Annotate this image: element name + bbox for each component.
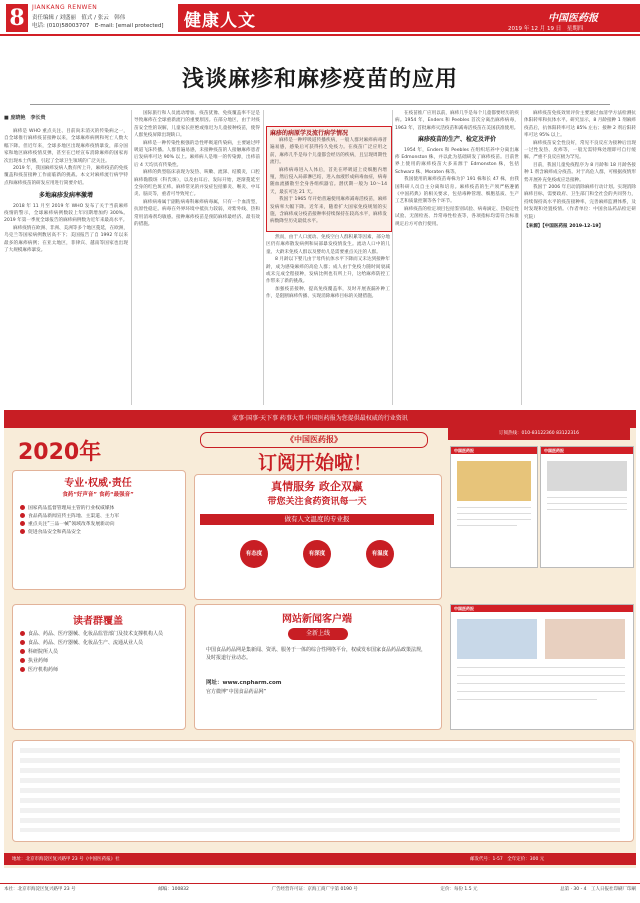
- bullet-icon: [20, 658, 25, 663]
- paragraph: 麻疹疫苗安全性良好，常见不良反应为接种后出现一过性发热、皮疹等，一般无需特殊处理即可自行缓解。严重不良反应极为罕见。: [524, 140, 636, 161]
- bullet-icon: [20, 667, 25, 672]
- ad-banner-text: 家事·国事·天下事 药事大事 中国医药报为您提供最权威的行业资讯: [232, 415, 408, 422]
- panel-description: 中国食品药品网是集新闻、资讯、服务于一体的综合性网络平台，权威发布国家食品药品政策法规，及时报道行业动态。: [206, 647, 427, 661]
- column-divider: [521, 110, 522, 405]
- paragraph: 麻疹是 WHO 重点关注、目前尚未消灭的传染病之一，自全球推行麻疹疫苗接种以来，全球麻疹病例和死亡人数大幅下降。但近年来，全球多地区出现麻疹疫情暴发，部分国家和地区麻疹疫情反弹，甚至在已经宣布消除麻疹的国家再次出现本土传播，引起了全球卫生领域的广泛关注。: [4, 129, 128, 164]
- ad-footer-address: 地址：北京市海淀区复兴路甲 23 号《中国医药报》社: [12, 857, 120, 862]
- contact-line: 电话: (010)58003707 E-mail: [email protected]: [32, 23, 164, 29]
- thumbnail-image: [545, 619, 625, 659]
- list-item: 医疗机构药师: [20, 666, 180, 675]
- bullet-icon: [20, 631, 25, 636]
- article-column-1: [4, 128, 128, 255]
- newspaper-name: 中国医药报: [548, 13, 598, 24]
- badge-circle: 有态度: [240, 540, 268, 568]
- bullet-icon: [20, 521, 25, 526]
- section-english-name: JIANKANG RENWEN: [32, 4, 98, 11]
- weibo-line: 官方微博“中国食品药品网”: [206, 689, 267, 695]
- footer-price: 定价：每份 1.5 元: [440, 887, 478, 892]
- thumbnail-image: [547, 461, 627, 491]
- subheading: 麻疹疫苗的生产、检定及评价: [417, 136, 496, 144]
- footer-license: 广告经营许可证：京海工商广字第 0190 号: [271, 887, 358, 892]
- article-column-3b: [266, 234, 390, 301]
- badge-circle: 有深度: [303, 540, 331, 568]
- panel-subtitle: 带您关注食药资讯每一天: [267, 497, 367, 507]
- list-item: 国家药品监督管理局主管的行业权威媒体: [20, 505, 180, 513]
- bullet-icon: [20, 649, 25, 654]
- article-column-5: [524, 110, 636, 231]
- paragraph: 加强疫苗接种、提高免疫覆盖率，及时开展查漏补种工作，是阻断麻疹传播、实现消除麻疹目标的关键措施。: [266, 286, 390, 300]
- website-url: 网址：www.cnpharm.com: [206, 680, 282, 686]
- issue-date: 2019 年 12 月 19 日 星期四: [508, 26, 584, 32]
- paragraph: 2018 年 11 月至 2019 年 WHO 发布了关于当前麻疹疫情的警示，全球麻疹病例数较上年同期增加约 300%。2019 年第一季度全球报告的麻疹病例数为近年来最高水平。: [4, 203, 128, 224]
- article-source: 【来源】【中国医药报 2019-12-19】: [524, 224, 604, 230]
- list-item: 食品药品新闻宣传主阵地、主渠道、主力军: [20, 513, 180, 521]
- ad-footer-code: 邮发代号：1-57 全年定价：300 元: [470, 857, 545, 862]
- paragraph: 麻疹病毒进入人体后，首先在呼吸道上皮细胞内增殖，然后侵入局部淋巴结，进入血液形成病毒血症，病毒随血流播散至全身各组织器官。潜伏期一般为 10～14 天，最长可达 21 天。: [270, 167, 387, 195]
- paragraph: 我国使用的麻疹疫苗毒株为沪 191 株和长 47 株，由我国科研人员自主分离和培育。麻疹疫苗的生产须严格遵循《中国药典》的相关要求，包括毒种管理、细胞基质、生产工艺和质量控制等各个环节。: [395, 177, 519, 205]
- panel-title: 专业·权威·责任: [64, 478, 132, 489]
- header-rule: [0, 34, 640, 36]
- list-item: 食品、药品、医疗器械、化妆品生产、流通从业人员: [20, 639, 180, 648]
- bottom-rule: [0, 883, 640, 884]
- newspaper-thumbnail: 中国医药报: [450, 446, 538, 568]
- newspaper-thumbnail: 中国医药报: [450, 604, 634, 730]
- page-header: [0, 0, 640, 38]
- page-footer: [4, 886, 636, 892]
- paragraph: 麻疹的典型临床表现为发热、咳嗽、流涕、结膜炎，口腔麻疹黏膜斑（科氏斑），以及由耳后、发际开始，逐渐蔓延至全身的红色斑丘疹。麻疹常见的并发症包括肺炎、喉炎、中耳炎、脑炎等，重者可导致死亡。: [134, 170, 260, 198]
- thumbnail-image: [457, 619, 537, 659]
- list-item: 促进食品安全和药品安全: [20, 529, 180, 537]
- box-title: 麻疹的病原学及流行病学情况: [270, 130, 349, 137]
- decorative-lines: [20, 748, 620, 832]
- column-divider: [392, 110, 393, 405]
- panel-title: 读者群覆盖: [73, 616, 123, 627]
- panel-list: [20, 505, 180, 537]
- list-item: 科研院所人员: [20, 648, 180, 657]
- ad-tag: 《中国医药报》: [200, 432, 428, 448]
- hotline-bar: 订阅热线：010-83122360 83122316: [448, 428, 630, 440]
- paragraph: 目前，我国儿童免疫程序为 8 月龄和 18 月龄各接种 1 剂含麻疹成分疫苗。对于高危人群，可根据疫情形势开展补充免疫或应急接种。: [524, 162, 636, 183]
- badge-circle: 有温度: [366, 540, 394, 568]
- section-title: 健康人文: [184, 11, 256, 31]
- panel-slogan: 做有人文温度的专业报: [200, 514, 434, 525]
- title-rule: [30, 104, 610, 105]
- page-number: 8: [6, 4, 28, 32]
- paragraph: 1954 年，Enders 和 Peebles 在组织培养中分离出麻疹 Edmonston 株，并以此为基础研发了麻疹疫苗。目前世界上使用的麻疹疫苗大多来源于 Edmonston 株，包括 Schwarz 株、Moraten 株等。: [395, 147, 519, 175]
- paragraph: 麻疹是一种传染性极强的急性呼吸道传染病，主要通过呼吸道飞沫传播。人群普遍易感，未接种疫苗的人接触麻疹患者后发病率可达 90% 以上。麻疹病人是唯一的传染源，出疹前后 4 天均具有传染性。: [134, 140, 260, 168]
- panel-title: 网站新闻客户端: [282, 614, 352, 625]
- byline: ■ 庞晓艳 李长贵: [4, 115, 46, 121]
- paragraph: 麻疹是一种呼吸道传播疾病，一般人群对麻疹病毒普遍易感，感染后可获得持久免疫力。在疫苗广泛应用之前，麻疹几乎是每个儿童都会经历的疾病，且呈现周期性流行。: [270, 138, 387, 166]
- paragraph: 国际旅行和人员流动增加、疫苗犹豫、免疫覆盖率不足是导致麻疹在全球重新流行的重要原因。在部分地区，由于对疫苗安全性的误解，儿童家长拒绝或推迟为儿童接种疫苗，使得人群免疫屏障出现缺口。: [134, 111, 260, 139]
- bullet-icon: [20, 640, 25, 645]
- article-column-3: [270, 137, 387, 226]
- bullet-icon: [20, 529, 25, 534]
- article-column-4: [395, 110, 519, 228]
- list-item: 重点关注“三品一械”领域改革发展新动向: [20, 521, 180, 529]
- article-title: 浅谈麻疹和麻疹疫苗的应用: [181, 67, 458, 92]
- paragraph: 麻疹疫情在欧洲、非洲、美洲等多个地区蔓延，在欧洲，乌克兰等国家病例数居高不下；美国报告了自 1992 年以来最多的麻疹病例；在亚太地区，菲律宾、越南等国家也出现了大规模麻疹暴发。: [4, 225, 128, 254]
- bullet-icon: [20, 505, 25, 510]
- ad-year: 2020年: [18, 440, 102, 465]
- paragraph: 麻疹病毒属于副粘病毒科麻疹病毒属，只有一个血清型，抗原性稳定。病毒在外界环境中抵抗力较弱，对紫外线、热和常用消毒剂均敏感。接种麻疹疫苗是预防麻疹最经济、最有效的措施。: [134, 199, 260, 228]
- paragraph: 然而，由于人口流动、免疫空白人群积累等因素，部分地区仍有麻疹散发病例和局部暴发疫情发生。流动人口中的儿童、大龄未免疫人群以及婴幼儿是需要重点关注的人群。: [266, 235, 390, 255]
- footer-printer: 总第 · 30 - 4 工人日报社印刷厂印刷: [560, 887, 636, 892]
- article-column-2: [134, 110, 260, 229]
- panel-title: 真情服务 政企双赢: [271, 480, 363, 493]
- paragraph: 我国于 2006 年启动消除麻疹行动计划。实现消除麻疹目标，需要政府、卫生部门和全社会的共同努力，持续保持高水平的疫苗接种率，完善麻疹监测体系，及时发现和处置疫情。（作者单位：中国食品药品检定研究院）: [524, 185, 636, 220]
- subheading: 多地麻疹发病率激增: [38, 192, 93, 200]
- ad-headline: 订阅开始啦！: [257, 452, 372, 474]
- panel-subtitle: 食药“好声音” 食药“最强音”: [62, 492, 134, 498]
- footer-address: 本社：北京市海淀区复兴路甲 23 号: [4, 887, 76, 892]
- paragraph: 2019 年，我国麻疹发病人数有所上升，麻疹疫苗的免疫覆盖和疫苗接种工作面临新的挑战。本文对麻疹流行病学特点和麻疹疫苗的研发应用进行简要介绍。: [4, 166, 128, 186]
- newspaper-thumbnail: 中国医药报: [540, 446, 634, 568]
- column-divider: [263, 110, 264, 405]
- list-item: 食品、药品、医疗器械、化妆品监管部门及技术支撑机构人员: [20, 630, 180, 639]
- editor-line: 责任编辑 / 刘盛丽 值式 / 张云 韩伟: [32, 15, 126, 21]
- footer-postcode: 邮编：100832: [158, 887, 189, 892]
- new-badge: 全新上线: [288, 628, 348, 640]
- panel-list: [20, 630, 180, 675]
- thumbnail-image: [457, 461, 531, 501]
- paragraph: 麻疹疫苗免疫效果评价主要通过血清学方法检测抗体阳转率和抗体水平。研究显示，8 月龄接种 1 剂麻疹疫苗后，抗体阳转率可达 85% 左右；接种 2 剂后阳转率可达 95% 以上。: [524, 111, 636, 139]
- paragraph: 8 月龄以下婴儿由于母传抗体水平下降而又未达到接种年龄，成为感染麻疹的高危人群；成人由于免疫力随时间衰减或未完成全程接种，发病比例也有所上升，这给麻疹防控工作带来了新的挑战。: [266, 257, 390, 285]
- column-divider: [131, 110, 132, 405]
- paragraph: 我国于 1965 年开始普遍使用麻疹减毒活疫苗，麻疹发病率大幅下降。近年来，随着扩大国家免疫规划的实施，含麻疹成分疫苗接种率持续保持在较高水平，麻疹发病数降至历史最低水平。: [270, 197, 387, 225]
- bullet-icon: [20, 513, 25, 518]
- paragraph: 在疫苗推广应用以前，麻疹几乎是每个儿童都要经历的疾病。1954 年，Enders 和 Peebles 首次分离出麻疹病毒，1963 年，首批麻疹灭活疫苗和减毒活疫苗在美国获准使用。: [395, 111, 519, 131]
- paragraph: 麻疹疫苗的检定项目包括鉴别试验、病毒滴定、热稳定性试验、无菌检查、异常毒性检查等，各项指标均需符合标准规定后方可放行使用。: [395, 206, 519, 227]
- list-item: 执业药师: [20, 657, 180, 666]
